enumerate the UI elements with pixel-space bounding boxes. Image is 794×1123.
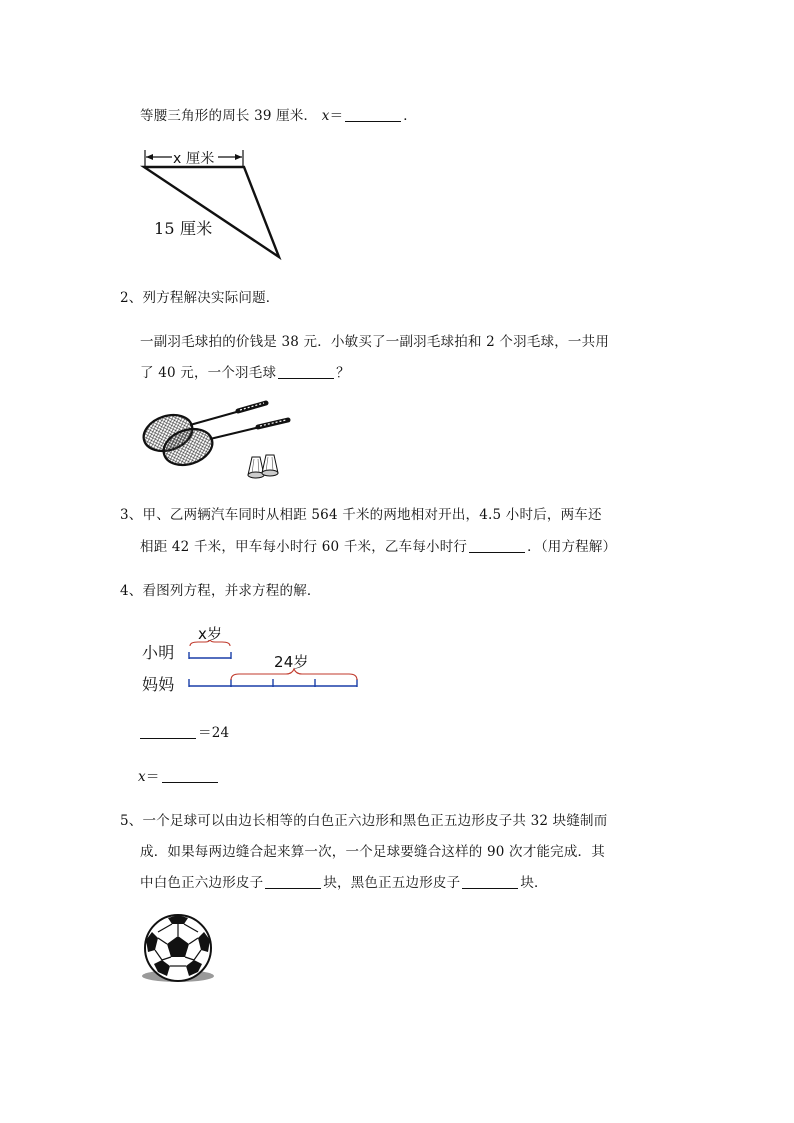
q5-pentagon-blank[interactable] — [462, 875, 518, 889]
triangle-top-label: x 厘米 — [173, 151, 215, 167]
q5-line3-part1: 中白色正六边形皮子 — [140, 875, 264, 891]
q1-var: x — [321, 108, 330, 124]
q5-hexagon-blank[interactable] — [265, 875, 321, 889]
q1-answer-blank[interactable] — [345, 108, 401, 122]
q2-header: 2、列方程解决实际问题． — [120, 290, 280, 306]
q3-line1: 3、甲、乙两辆汽车同时从相距 564 千米的两地相对开出，4.5 小时后，两车还 — [120, 507, 602, 523]
left-arrowhead — [146, 154, 153, 160]
diagram-top-label: x岁 — [198, 625, 223, 643]
q5-line3-part2: 块，黑色正五边形皮子 — [323, 875, 461, 891]
segment-diagram — [186, 640, 362, 690]
q4-answer-eq: ＝ — [145, 769, 160, 785]
q4-equation-blank[interactable] — [140, 725, 196, 739]
diagram-row-mama: 妈妈 — [142, 675, 175, 694]
q3-line2-text: 相距 42 千米，甲车每小时行 60 千米，乙车每小时行 — [140, 539, 468, 555]
triangle-side-label: 15 厘米 — [154, 219, 213, 238]
q2-line2-text: 了 40 元，一个羽毛球 — [140, 365, 277, 381]
diagram-row-xiaoming: 小明 — [142, 643, 175, 662]
q2-line2 — [140, 361, 350, 381]
q4-equation-rhs: ＝24 — [198, 725, 230, 741]
q2-line2-end: ？ — [336, 365, 350, 381]
q5-line1: 5、一个足球可以由边长相等的白色正六边形和黑色正五边形皮子共 32 块缝制而 — [120, 813, 608, 829]
q4-equation-line — [138, 721, 229, 741]
q4-header: 4、看图列方程，并求方程的解． — [120, 583, 321, 599]
q1-eq: ＝ — [329, 108, 344, 124]
q4-answer-line — [138, 765, 220, 785]
q1-text: 等腰三角形的周长 39 厘米． — [140, 108, 318, 124]
span-brace — [231, 669, 357, 680]
q5-line3-part3: 块． — [520, 875, 548, 891]
q5-line3 — [140, 871, 548, 891]
badminton-rackets-image — [138, 395, 298, 485]
soccer-ball-image — [140, 910, 216, 986]
q2-line1: 一副羽毛球拍的价钱是 38 元．小敏买了一副羽毛球拍和 2 个羽毛球，一共用 — [140, 334, 610, 350]
right-arrowhead — [235, 154, 242, 160]
x-brace — [190, 640, 230, 646]
q1-line — [140, 104, 417, 124]
q3-line2 — [140, 535, 616, 555]
diagram-span-label: 24岁 — [274, 653, 309, 671]
q1-end: ． — [403, 108, 417, 124]
q4-answer-var: x — [138, 769, 146, 785]
q3-line2-end: ．（用方程解） — [527, 539, 617, 555]
q3-answer-blank[interactable] — [469, 539, 525, 553]
q4-answer-blank[interactable] — [162, 769, 218, 783]
q2-answer-blank[interactable] — [278, 365, 334, 379]
shuttlecocks — [248, 455, 278, 478]
isosceles-triangle — [144, 167, 279, 257]
q5-line2: 成．如果每两边缝合起来算一次，一个足球要缝合这样的 90 次才能完成．其 — [140, 844, 605, 860]
